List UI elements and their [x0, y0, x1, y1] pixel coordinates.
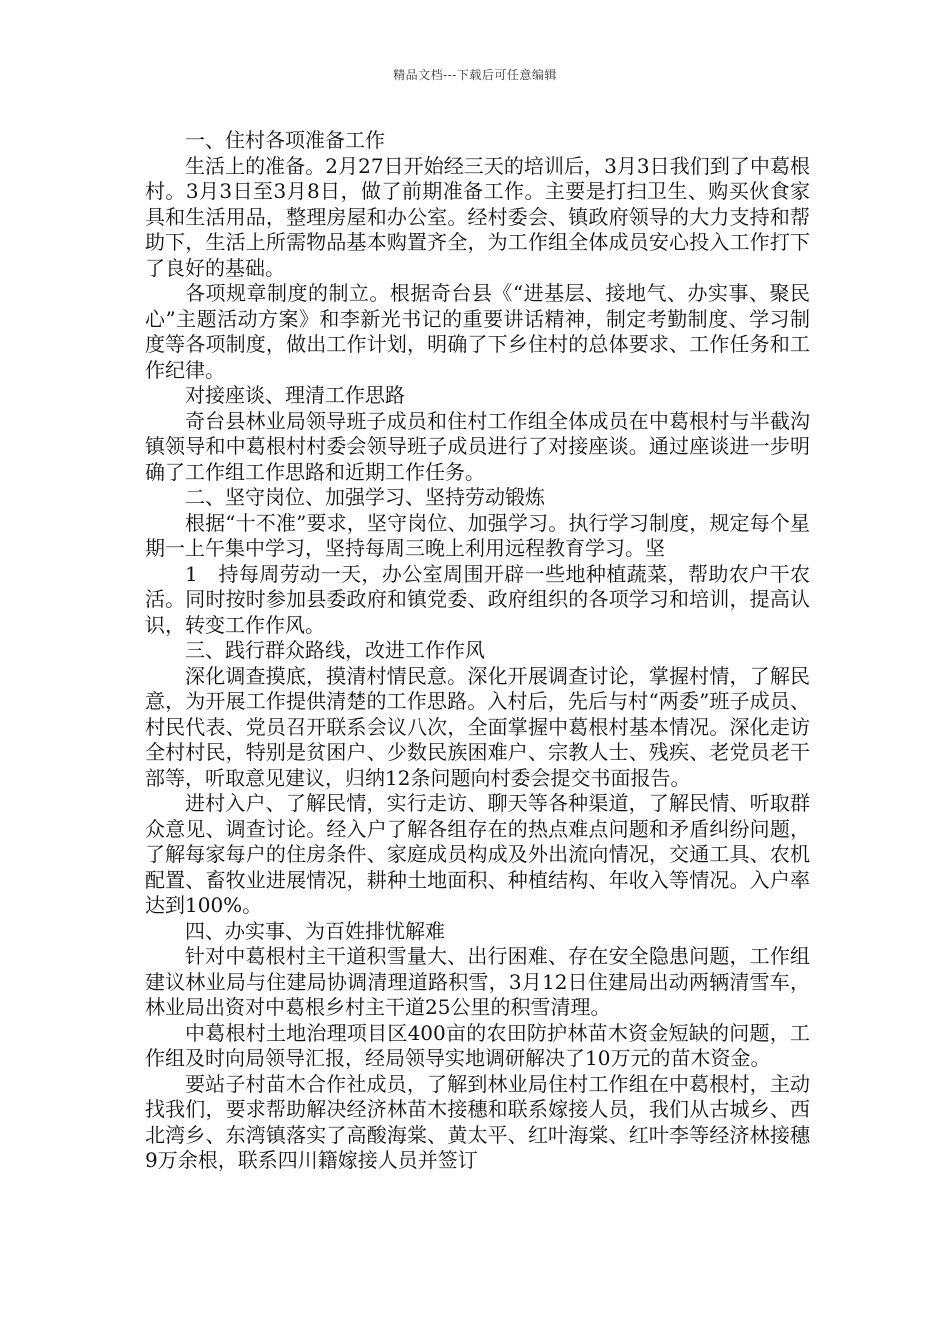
paragraph-snow-clearing: 针对中葛根村主干道积雪量大、出行困难、存在安全隐患问题，工作组建议林业局与住建局协调清理道路积雪，3月12日住建局出动两辆清雪车，林业局出资对中葛根乡村主干道25公里的积雪清理。 [145, 944, 810, 1019]
page-header: 精品文档---下载后可任意编辑 [393, 68, 557, 82]
paragraph-cooperative: 要站子村苗木合作社成员，了解到林业局住村工作组在中葛根村，主动找我们，要求帮助解决经济林苗木接穗和联系嫁接人员，我们从古城乡、西北湾乡、东湾镇落实了高酸海棠、黄太平、红叶海棠、红叶李等经济林接穗9万余根，联系四川籍嫁接人员并签订 [145, 1071, 810, 1172]
paragraph-seedling-funds: 中葛根村土地治理项目区400亩的农田防护林苗木资金短缺的问题，工作组及时向局领导汇报，经局领导实地调研解决了10万元的苗木资金。 [145, 1020, 810, 1070]
paragraph-household-visits: 进村入户、了解民情，实行走访、聊天等各种渠道，了解民情、听取群众意见、调查讨论。经入户了解各组存在的热点难点问题和矛盾纠纷问题，了解每家每户的住房条件、家庭成员构成及外出流向情况，交通工具、农机配置、畜牧业进展情况，耕种土地面积、种植结构、年收入等情况。入户率达到100%。 [145, 791, 810, 917]
paragraph-study: 根据“十不准”要求，坚守岗位、加强学习。执行学习制度，规定每个星期一上午集中学习，坚持每周三晚上利用远程教育学习。坚 [145, 510, 810, 560]
heading-section-1: 一、住村各项准备工作 [185, 128, 385, 152]
paragraph-survey: 深化调查摸底，摸清村情民意。深化开展调查讨论，掌握村情，了解民意，为开展工作提供清楚的工作思路。入村后，先后与村“两委”班子成员、村民代表、党员召开联系会议八次，全面掌握中葛根村基本情况。深化走访全村村民，特别是贫困户、少数民族困难户、宗教人士、残疾、老党员老干部等，听取意见建议，归纳12条问题向村委会提交书面报告。 [145, 663, 810, 790]
heading-section-4: 四、办实事、为百姓排忧解难 [185, 918, 445, 943]
paragraph-living-preparation: 生活上的准备。2月27日开始经三天的培训后，3月3日我们到了中葛根村。3月3日至3月8日，做了前期准备工作。主要是打扫卫生、购买伙食家具和生活用品，整理房屋和办公室。经村委会、镇政府领导的大力支持和帮助下，生活上所需物品基本购置齐全，为工作组全体成员安心投入工作打下了良好的基础。 [145, 153, 810, 280]
paragraph-meeting: 奇台县林业局领导班子成员和住村工作组全体成员在中葛根村与半截沟镇领导和中葛根村村委会领导班子成员进行了对接座谈。通过座谈进一步明确了工作组工作思路和近期工作任务。 [145, 408, 810, 484]
paragraph-labor: 1 持每周劳动一天，办公室周围开辟一些地种植蔬菜，帮助农户干农活。同时按时参加县委政府和镇党委、政府组织的各项学习和培训，提高认识，转变工作作风。 [145, 561, 810, 637]
document-body [145, 128, 810, 1174]
heading-section-2: 二、坚守岗位、加强学习、坚持劳动锻炼 [185, 485, 545, 509]
paragraph-rules-establishment: 各项规章制度的制立。根据奇台县《“进基层、接地气、办实事、聚民心”主题活动方案》和李新光书记的重要讲话精神，制定考勤制度、学习制度等各项制度，做出工作计划，明确了下乡住村的总体要求、工作任务和工作纪律。 [145, 281, 810, 382]
heading-section-3: 三、践行群众路线，改进工作作风 [185, 638, 485, 662]
subheading-meeting: 对接座谈、理清工作思路 [185, 383, 405, 407]
